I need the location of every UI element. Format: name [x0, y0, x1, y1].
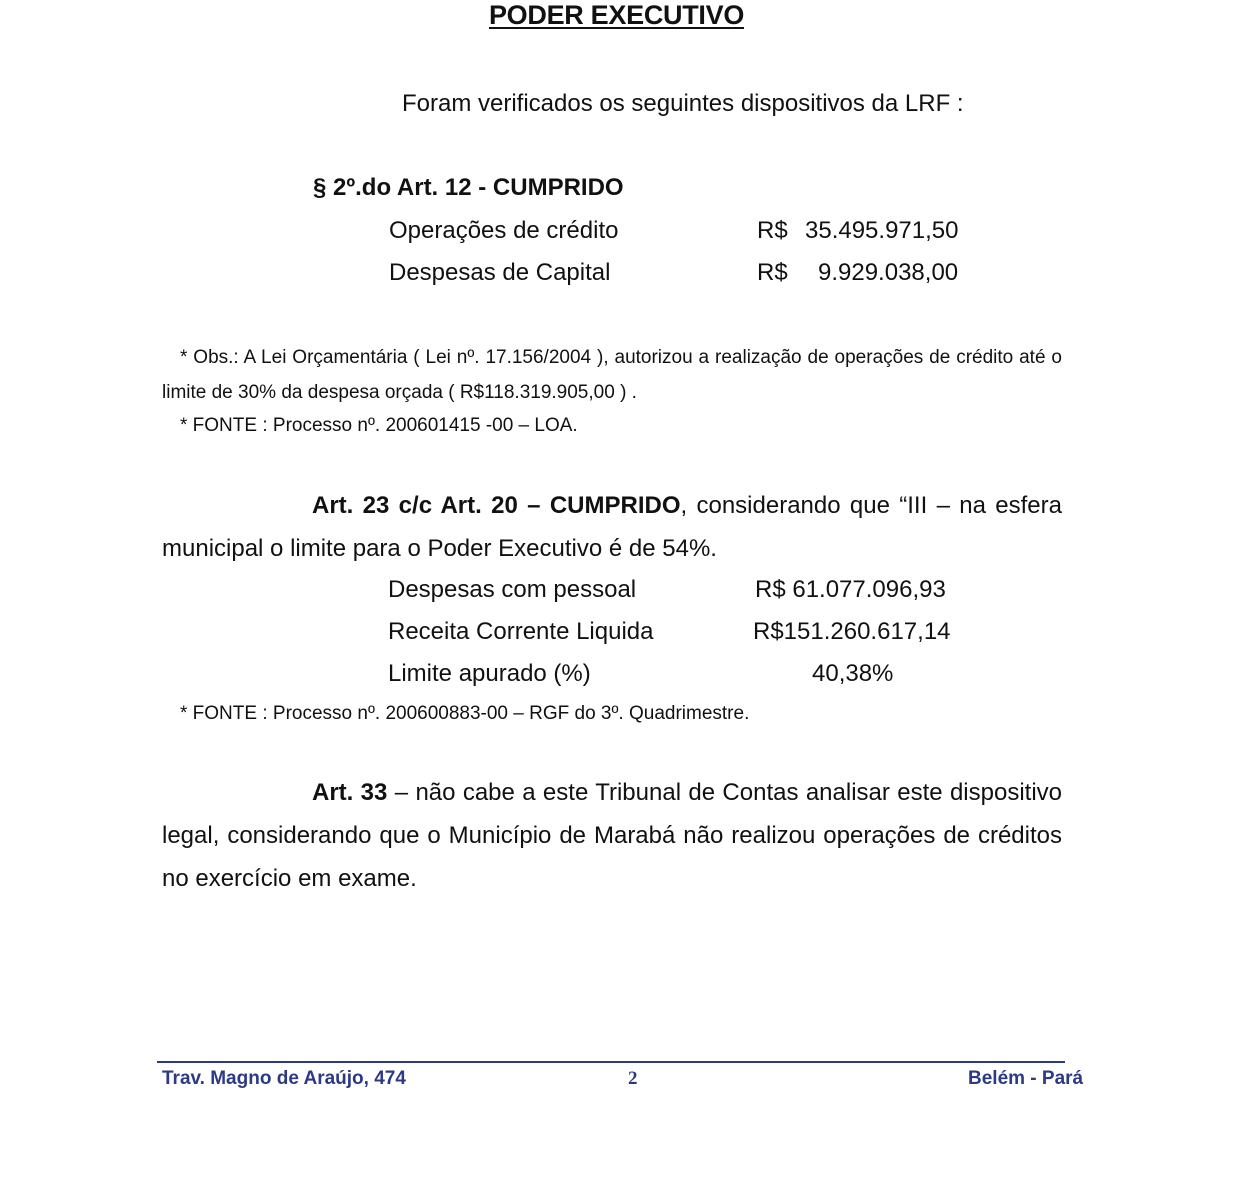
paragraph-art-33 [162, 771, 1062, 900]
row-label-limite-apurado: Limite apurado (%) [388, 660, 591, 687]
row-value-receita-corrente: R$151.260.617,14 [753, 618, 951, 645]
row-value-despesas-pessoal: R$ 61.077.096,93 [755, 576, 946, 603]
footer-divider [157, 1061, 1065, 1063]
footer-address: Trav. Magno de Araújo, 474 [162, 1068, 406, 1089]
intro-text: Foram verificados os seguintes dispositivos da LRF : [402, 90, 964, 117]
fonte-note-rgf: * FONTE : Processo nº. 200600883-00 – RGF do 3º. Quadrimestre. [180, 703, 750, 724]
obs-note: * Obs.: A Lei Orçamentária ( Lei nº. 17.156/2004 ), autorizou a realização de operações de crédito até o limite de 30% da despesa orçada ( R$118.319.905,00 ) . [162, 347, 1062, 403]
row-currency-despesas-capital: R$ [757, 259, 788, 286]
row-value-limite-apurado: 40,38% [812, 660, 894, 687]
paragraph-art-23-text: , considerando que “III – na esfera municipal o limite para o Poder Executivo é de 54%. [162, 492, 1062, 562]
paragraph-art-23-lead: Art. 23 c/c Art. 20 – CUMPRIDO [312, 492, 681, 519]
footer-city: Belém - Pará [968, 1068, 1084, 1089]
paragraph-art-33-lead: Art. 33 [312, 779, 388, 806]
paragraph-art-23 [162, 484, 1062, 570]
fonte-note-loa: * FONTE : Processo nº. 200601415 -00 – LOA. [180, 415, 578, 436]
page-title: PODER EXECUTIVO [488, 0, 745, 30]
row-label-operacoes-credito: Operações de crédito [389, 217, 619, 244]
row-currency-operacoes-credito: R$ [757, 217, 788, 244]
row-label-receita-corrente: Receita Corrente Liquida [388, 618, 654, 645]
section-heading-art-12: § 2º.do Art. 12 - CUMPRIDO [313, 174, 624, 201]
row-value-operacoes-credito: 35.495.971,50 [805, 217, 959, 244]
paragraph-art-33-text: – não cabe a este Tribunal de Contas analisar este dispositivo legal, considerando que o Município de Marabá não realizou operações de créditos no exercício em exame. [162, 779, 1063, 892]
footer-page-number: 2 [628, 1068, 638, 1089]
row-value-despesas-capital: 9.929.038,00 [818, 259, 959, 286]
row-label-despesas-pessoal: Despesas com pessoal [388, 576, 637, 603]
row-label-despesas-capital: Despesas de Capital [389, 259, 611, 286]
